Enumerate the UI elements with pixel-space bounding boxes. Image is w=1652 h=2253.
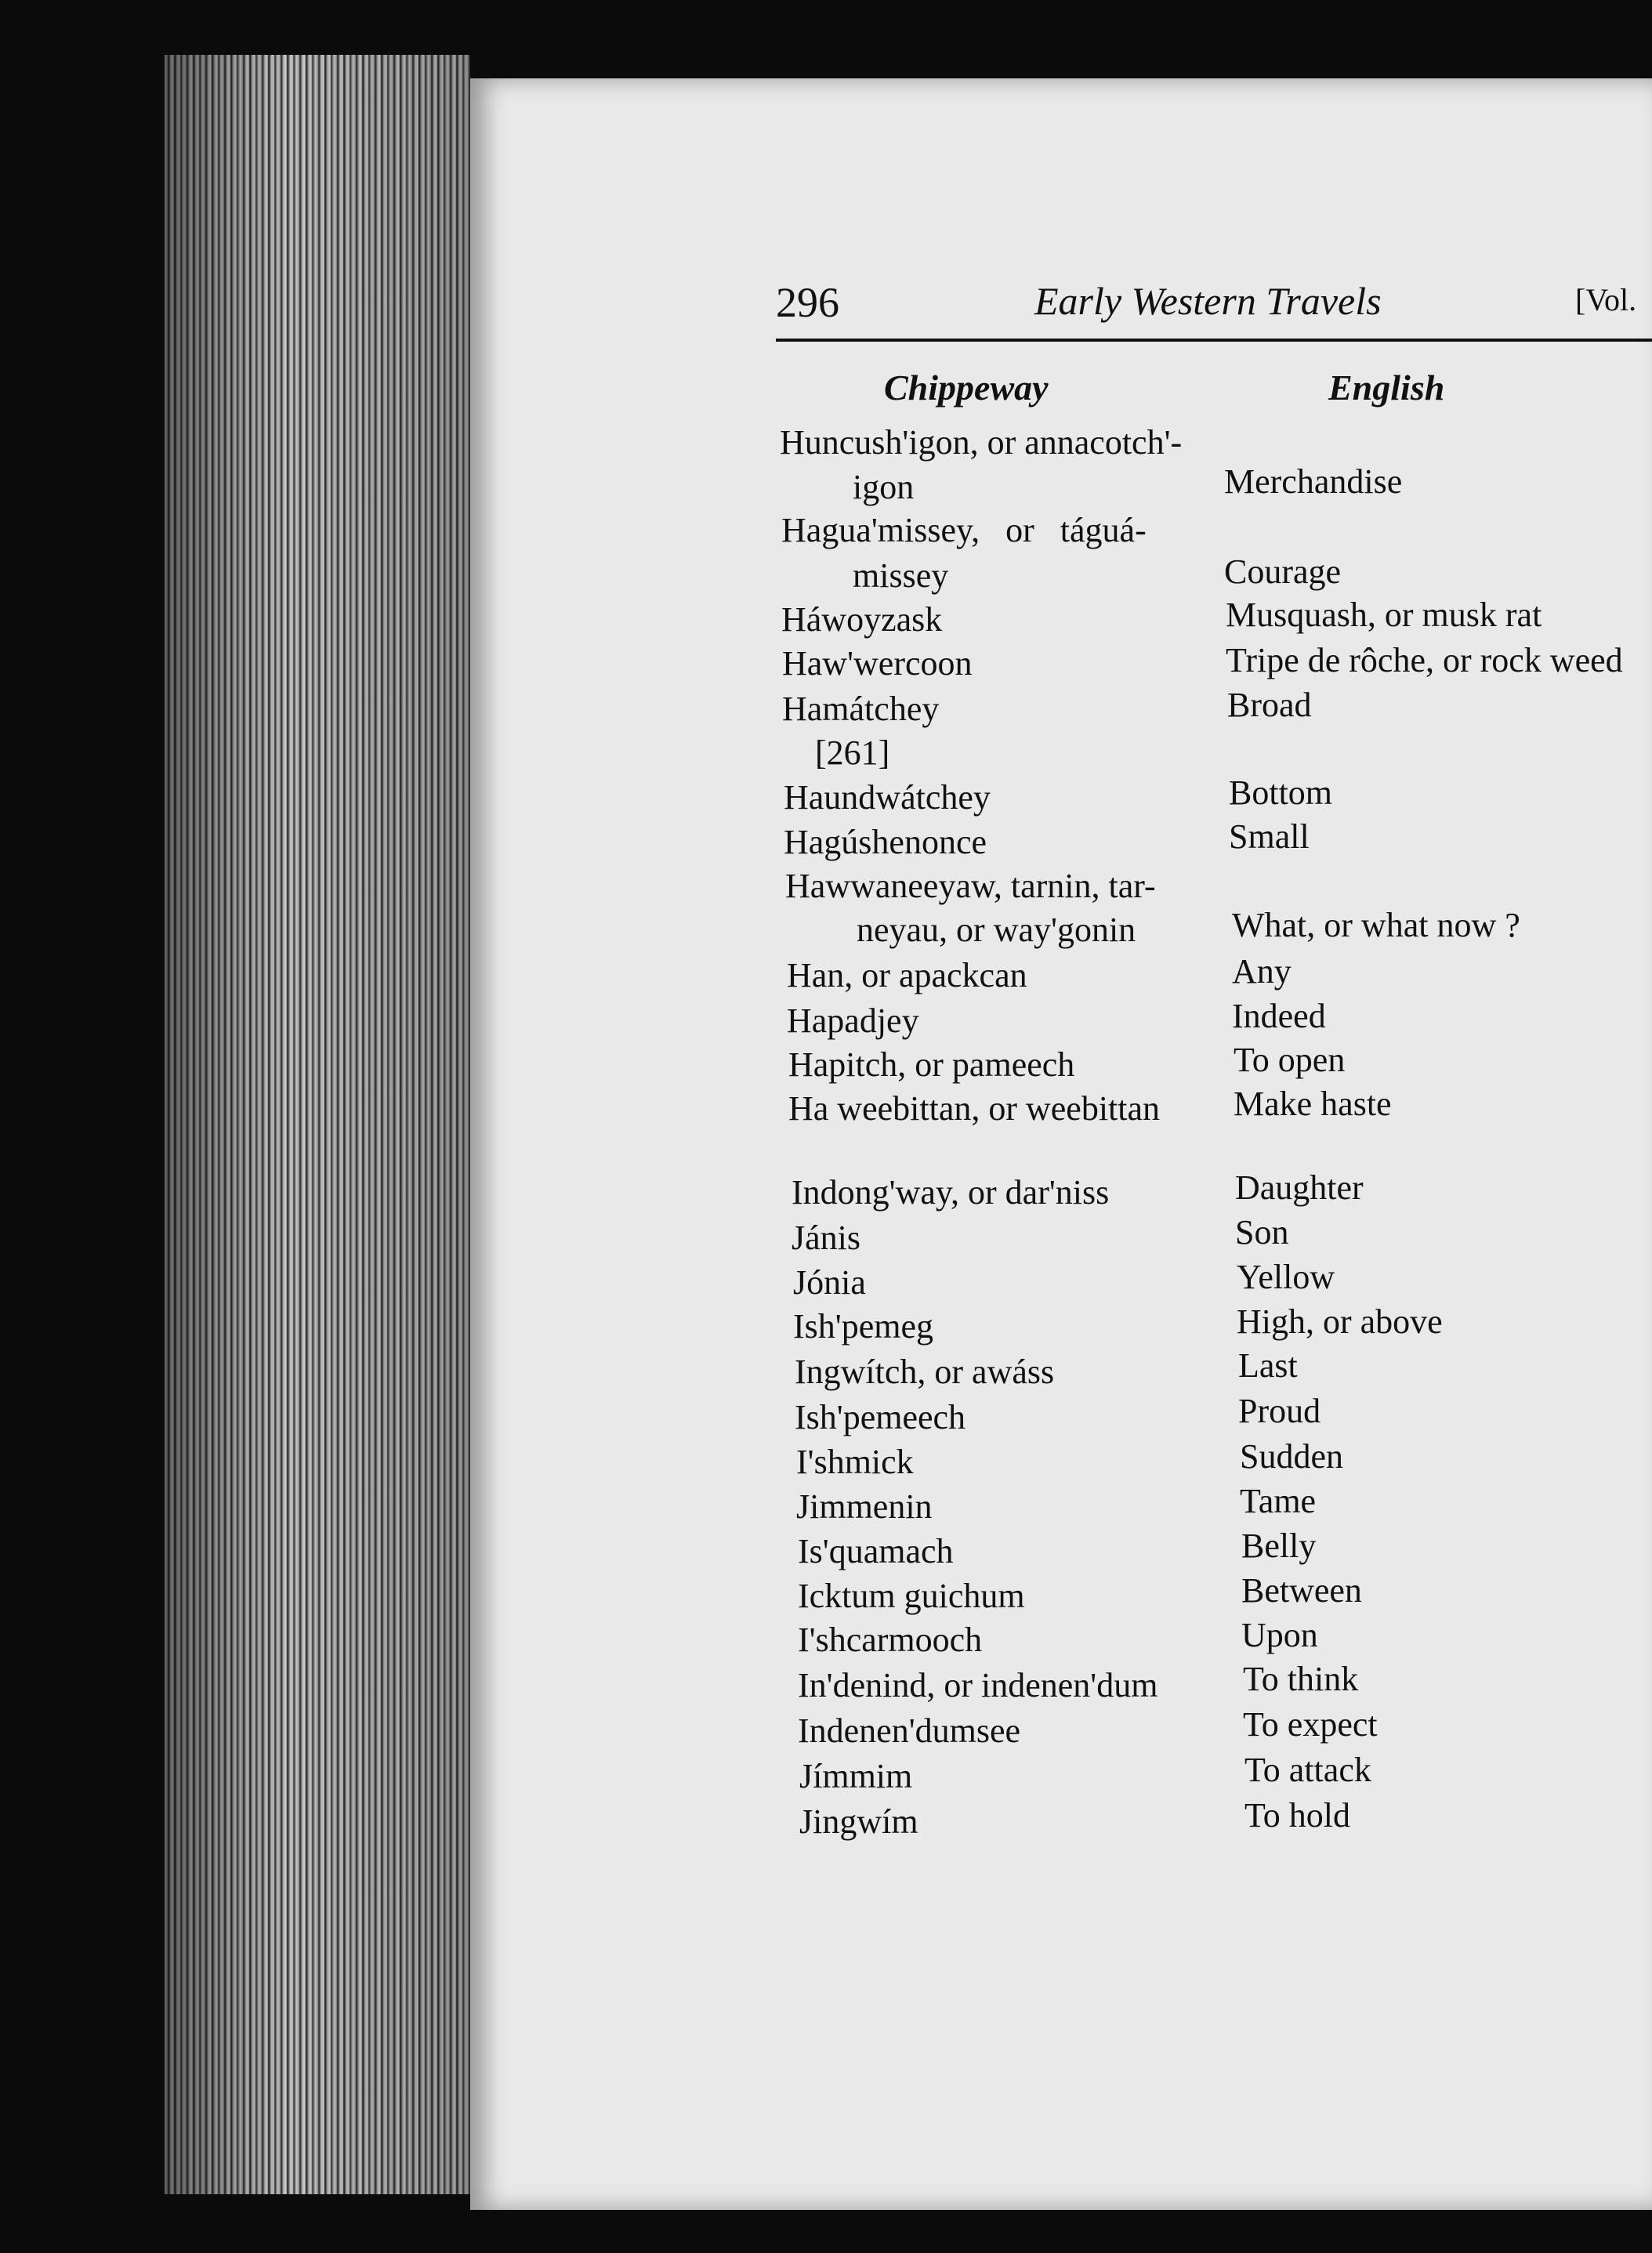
chippeway-term: Hagua'missey, or táguá- — [781, 511, 1147, 549]
english-term: Indeed — [1232, 997, 1326, 1035]
english-term: Make haste — [1234, 1085, 1392, 1123]
english-term: What, or what now ? — [1232, 906, 1520, 944]
english-term: Son — [1235, 1213, 1289, 1251]
page-number: 296 — [776, 279, 839, 326]
english-term: Tripe de rôche, or rock weed — [1226, 641, 1623, 679]
english-term: Sudden — [1240, 1437, 1343, 1476]
english-term: Tame — [1240, 1482, 1317, 1520]
chippeway-term: Indenen'dumsee — [798, 1711, 1021, 1750]
chippeway-term: Jingwím — [799, 1802, 918, 1841]
english-term: Daughter — [1235, 1168, 1364, 1207]
english-term: To attack — [1244, 1751, 1371, 1789]
chippeway-term: Icktum guichum — [798, 1577, 1025, 1615]
english-term: Yellow — [1237, 1258, 1335, 1296]
chippeway-term: Haundwátchey — [784, 778, 991, 817]
chippeway-term: Han, or apackcan — [787, 956, 1027, 994]
english-term: Merchandise — [1224, 462, 1403, 501]
english-term: To open — [1234, 1041, 1346, 1079]
column-heading-chippeway: Chippeway — [884, 368, 1049, 407]
chippeway-term: Hawwaneeyaw, tarnin, tar- — [785, 867, 1156, 905]
chippeway-term: Jónia — [793, 1263, 866, 1302]
chippeway-term: [261] — [815, 733, 890, 772]
chippeway-term: I'shmick — [796, 1443, 914, 1481]
english-term: To expect — [1243, 1705, 1378, 1744]
english-term: High, or above — [1237, 1302, 1443, 1341]
chippeway-term: igon — [853, 468, 915, 506]
chippeway-term: Indong'way, or dar'niss — [792, 1173, 1110, 1212]
english-term: Musquash, or musk rat — [1226, 596, 1542, 634]
english-term: Any — [1232, 952, 1292, 991]
chippeway-term: Jímmim — [799, 1757, 913, 1795]
chippeway-term: Ingwítch, or awáss — [795, 1353, 1055, 1391]
chippeway-term: Hapitch, or pameech — [788, 1045, 1075, 1084]
chippeway-term: Háwoyzask — [781, 600, 943, 639]
volume-mark: [Vol. — [1575, 282, 1637, 317]
english-term: Small — [1229, 817, 1310, 856]
english-term: Broad — [1227, 686, 1312, 724]
chippeway-term: Huncush'igon, or annacotch'- — [780, 423, 1183, 462]
column-heading-english: English — [1328, 368, 1445, 407]
english-term: Upon — [1241, 1616, 1318, 1654]
running-title: Early Western Travels — [1034, 279, 1382, 323]
english-term: To think — [1243, 1660, 1359, 1698]
chippeway-term: Hapadjey — [787, 1002, 919, 1040]
chippeway-term: Jimmenin — [796, 1487, 933, 1526]
chippeway-term: Ha weebittan, or weebittan — [788, 1089, 1161, 1128]
chippeway-term: Jánis — [792, 1219, 860, 1257]
chippeway-term: Is'quamach — [798, 1532, 954, 1570]
chippeway-term: Ish'pemeg — [793, 1307, 933, 1346]
chippeway-term: neyau, or way'gonin — [857, 911, 1136, 949]
chippeway-term: Hamátchey — [782, 690, 940, 728]
english-term: Courage — [1224, 552, 1342, 591]
chippeway-term: I'shcarmooch — [798, 1621, 983, 1659]
chippeway-term: missey — [853, 556, 949, 595]
chippeway-term: In'denind, or indenen'dum — [798, 1666, 1158, 1704]
english-term: To hold — [1244, 1796, 1351, 1835]
chippeway-term: Haw'wercoon — [782, 644, 973, 683]
english-term: Bottom — [1229, 773, 1333, 812]
chippeway-term: Hagúshenonce — [784, 823, 987, 861]
english-term: Last — [1238, 1346, 1298, 1385]
english-term: Proud — [1238, 1392, 1321, 1430]
chippeway-term: Ish'pemeech — [795, 1398, 966, 1436]
english-term: Belly — [1241, 1527, 1317, 1565]
english-term: Between — [1241, 1571, 1362, 1610]
